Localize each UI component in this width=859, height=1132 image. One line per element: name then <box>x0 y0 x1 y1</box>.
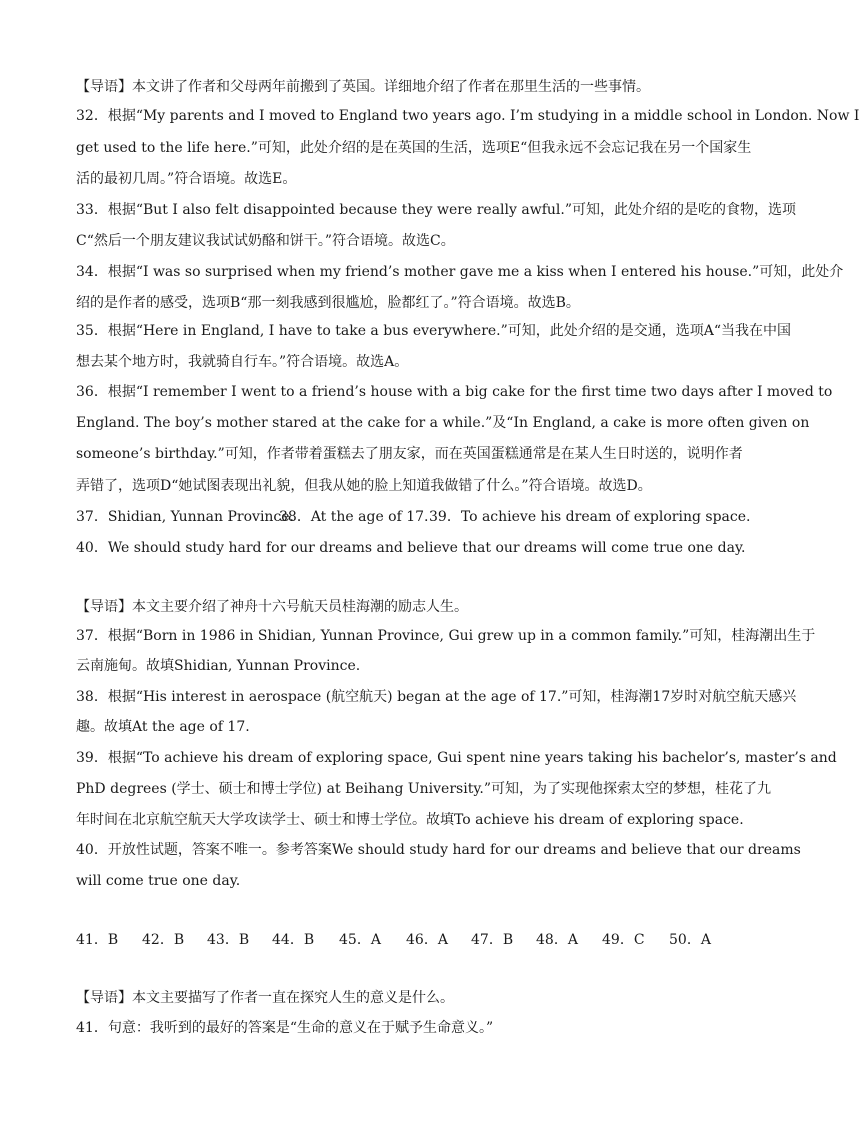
answer-40: 40．We should study hard for our dreams and believe that our dreams will come true one day. <box>76 540 746 556</box>
explanation-line: 41．句意：我听到的最好的答案是“生命的意义在于赋予生命意义。” <box>76 1020 494 1036</box>
answer-item: 44．B <box>272 932 315 948</box>
answers-37-39-row <box>76 507 751 527</box>
explanation-line: 34．根据“I was so surprised when my friend’s mother gave me a kiss when I entered his house.”可知，此处介 <box>76 264 844 280</box>
answer-item: 48．A <box>536 932 578 948</box>
explanation-line: 绍的是作者的感受，选项B“那一刻我感到很尴尬，脸都红了。”符合语境。故选B。 <box>76 295 580 311</box>
answers-41-50-row <box>76 930 736 950</box>
section3-intro: 【导语】本文主要描写了作者一直在探究人生的意义是什么。 <box>76 990 454 1006</box>
explanation-line: 33．根据“But I also felt disappointed because they were really awful.”可知，此处介绍的是吃的食物，选项 <box>76 202 796 218</box>
answer-item: 45．A <box>339 932 381 948</box>
explanation-line: 38．根据“His interest in aerospace (航空航天) began at the age of 17.”可知，桂海潮17岁时对航空航天感兴 <box>76 689 797 705</box>
answer-item: 42．B <box>142 932 185 948</box>
explanation-line: 弄错了，选项D“她试图表现出礼貌，但我从她的脸上知道我做错了什么。”符合语境。故选D。 <box>76 478 652 494</box>
answer-item: 43．B <box>207 932 250 948</box>
explanation-line: 想去某个地方时，我就骑自行车。”符合语境。故选A。 <box>76 354 409 370</box>
explanation-line: 云南施甸。故填Shidian, Yunnan Province. <box>76 658 361 674</box>
explanation-line: 40．开放性试题，答案不唯一。参考答案We should study hard for our dreams and believe that our dreams <box>76 842 801 858</box>
explanation-line: 年时间在北京航空航天大学攻读学士、硕士和博士学位。故填To achieve his dream of exploring space. <box>76 812 744 828</box>
explanation-line: 37．根据“Born in 1986 in Shidian, Yunnan Province, Gui grew up in a common family.”可知，桂海潮出生于 <box>76 628 816 644</box>
answer-39: 39．To achieve his dream of exploring space. <box>429 509 751 525</box>
section1-intro: 【导语】本文讲了作者和父母两年前搬到了英国。详细地介绍了作者在那里生活的一些事情。 <box>76 79 650 95</box>
explanation-line: 32．根据“My parents and I moved to England two years ago. I’m studying in a middle school in London. Now I <box>76 108 859 124</box>
explanation-line: C“然后一个朋友建议我试试奶酪和饼干。”符合语境。故选C。 <box>76 233 455 249</box>
explanation-line: 活的最初几周。”符合语境。故选E。 <box>76 171 297 187</box>
answer-38: 38．At the age of 17. <box>279 509 429 525</box>
explanation-line: get used to the life here.”可知，此处介绍的是在英国的生活，选项E“但我永远不会忘记我在另一个国家生 <box>76 140 752 156</box>
answer-item: 46．A <box>406 932 448 948</box>
answer-item: 49．C <box>602 932 645 948</box>
explanation-line: will come true one day. <box>76 873 241 889</box>
explanation-line: someone’s birthday.”可知，作者带着蛋糕去了朋友家，而在英国蛋糕通常是在某人生日时送的，说明作者 <box>76 446 743 462</box>
explanation-line: 39．根据“To achieve his dream of exploring space, Gui spent nine years taking his bachelor’s, master’s and <box>76 750 837 766</box>
explanation-line: England. The boy’s mother stared at the cake for a while.”及“In England, a cake is more often given on <box>76 415 810 431</box>
answer-item: 50．A <box>669 932 711 948</box>
explanation-line: PhD degrees (学士、硕士和博士学位) at Beihang University.”可知，为了实现他探索太空的梦想，桂花了九 <box>76 781 771 797</box>
answer-item: 47．B <box>471 932 514 948</box>
section2-intro: 【导语】本文主要介绍了神舟十六号航天员桂海潮的励志人生。 <box>76 599 468 615</box>
explanation-line: 趣。故填At the age of 17. <box>76 719 250 735</box>
explanation-line: 36．根据“I remember I went to a friend’s house with a big cake for the first time two days after I moved to <box>76 384 833 400</box>
answer-item: 41．B <box>76 932 119 948</box>
answer-37: 37．Shidian, Yunnan Province. <box>76 509 295 525</box>
explanation-line: 35．根据“Here in England, I have to take a bus everywhere.”可知，此处介绍的是交通，选项A“当我在中国 <box>76 323 792 339</box>
